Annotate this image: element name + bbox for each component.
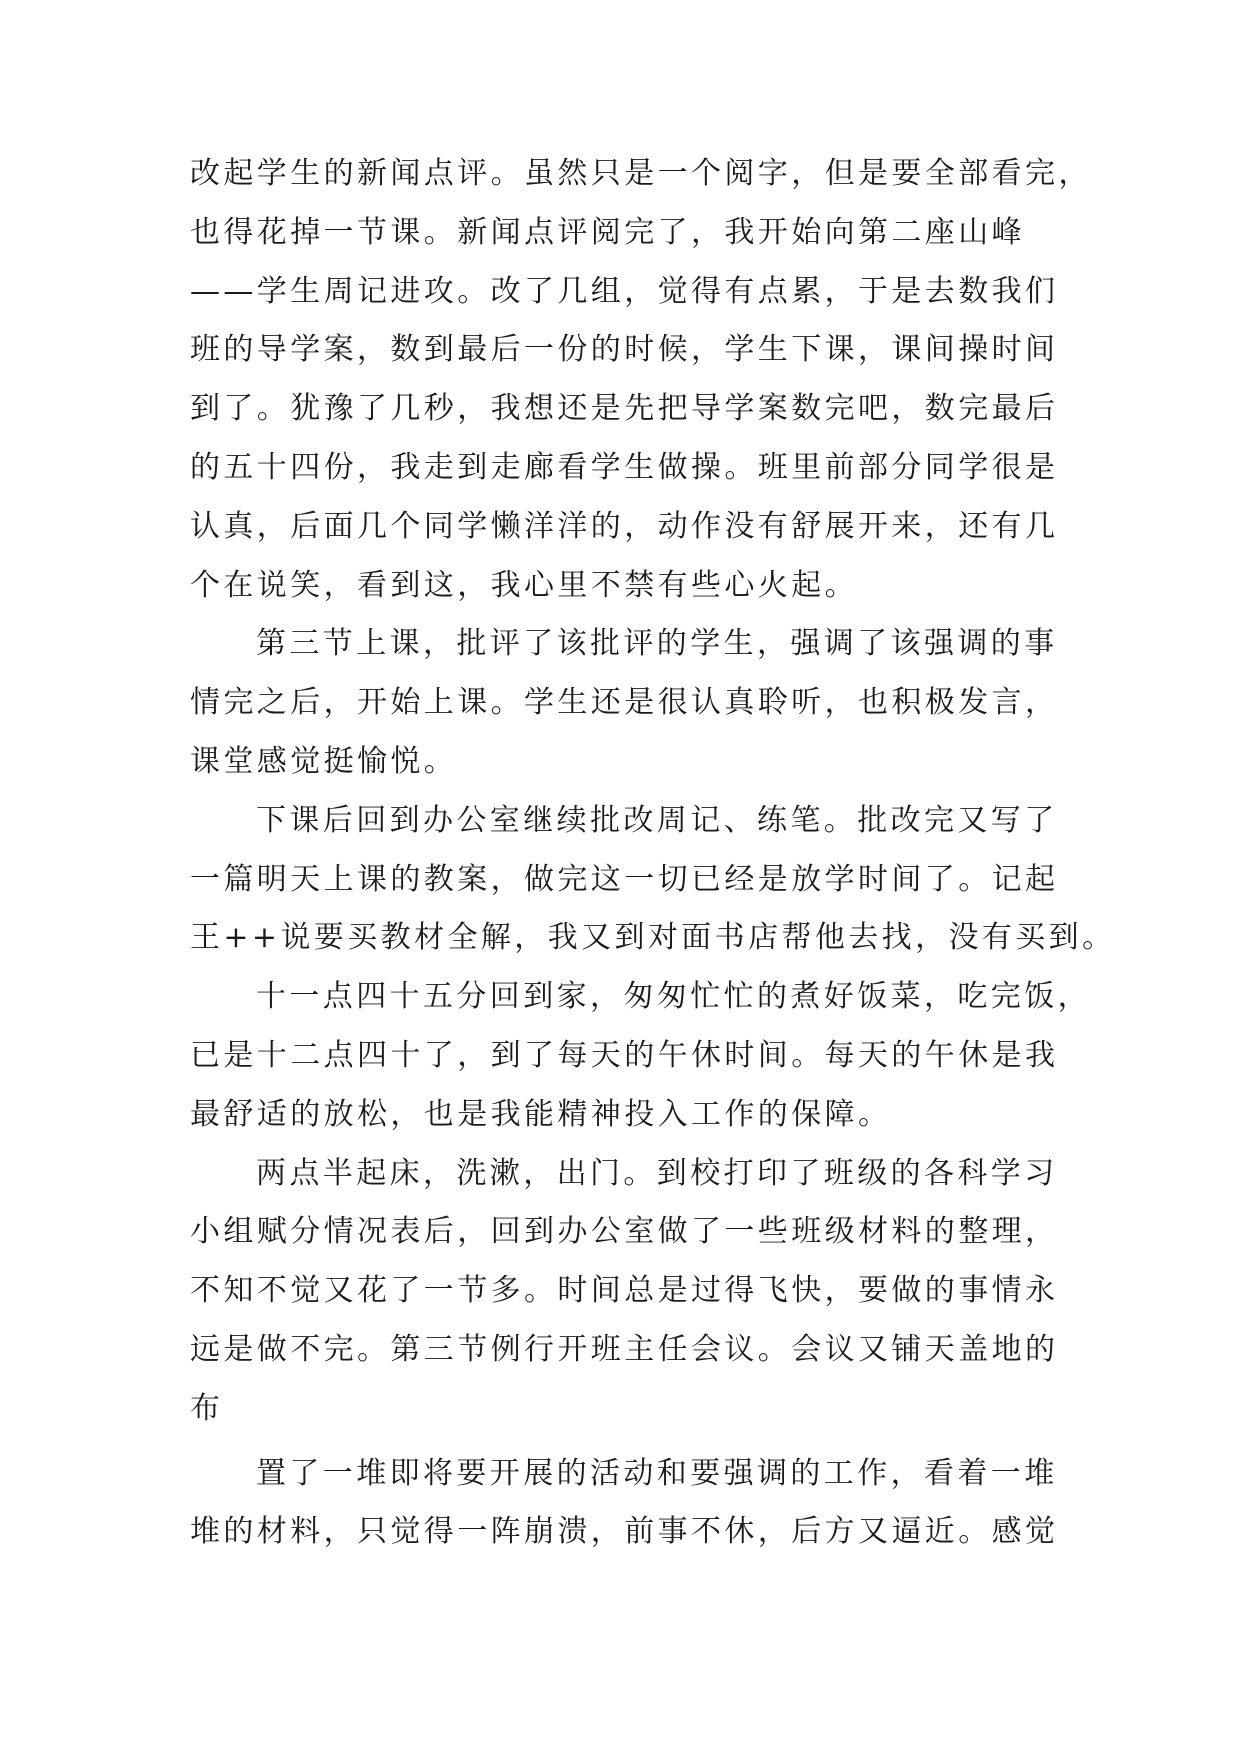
text-line: 课堂感觉挺愉悦。	[190, 743, 458, 779]
text-line: ——学生周记进攻。改了几组，觉得有点累，于是去数我们	[190, 273, 1059, 309]
text-line: 的五十四份，我走到走廊看学生做操。班里前部分同学很是	[190, 449, 1059, 485]
text-line: 改起学生的新闻点评。虽然只是一个阅字，但是要全部看完，	[190, 156, 1092, 191]
text-line: 不知不觉又花了一节多。时间总是过得飞快，要做的事情永	[190, 1273, 1059, 1309]
body-text	[190, 154, 1116, 1571]
text-line: 十一点四十五分回到家，匆匆忙忙的煮好饭菜，吃完饭，	[256, 979, 1091, 1015]
text-line: 最舒适的放松，也是我能精神投入工作的保障。	[190, 1096, 892, 1132]
text-line: 布	[190, 1390, 224, 1426]
text-line: 一篇明天上课的教案，做完这一切已经是放学时间了。记起	[190, 861, 1059, 897]
text-line: 王++说要买教材全解，我又到对面书店帮他去找，没有买到。	[190, 920, 1116, 956]
text-line: 下课后回到办公室继续批改周记、练笔。批改完又写了	[256, 802, 1058, 838]
text-line: 情完之后，开始上课。学生还是很认真聆听，也积极发言，	[190, 685, 1059, 721]
text-line: 小组赋分情况表后，回到办公室做了一些班级材料的整理，	[190, 1214, 1059, 1250]
text-line: 班的导学案，数到最后一份的时候，学生下课，课间操时间	[190, 332, 1059, 368]
text-line: 到了。犹豫了几秒，我想还是先把导学案数完吧，数完最后	[190, 391, 1059, 427]
text-line: 认真，后面几个同学懒洋洋的，动作没有舒展开来，还有几	[190, 508, 1059, 544]
text-line: 远是做不完。第三节例行开班主任会议。会议又铺天盖地的	[190, 1331, 1059, 1367]
text-line: 置了一堆即将要开展的活动和要强调的工作，看着一堆	[256, 1455, 1058, 1491]
text-line: 个在说笑，看到这，我心里不禁有些心火起。	[190, 567, 858, 603]
text-line: 第三节上课，批评了该批评的学生，强调了该强调的事	[256, 626, 1058, 662]
text-line: 两点半起床，洗漱，出门。到校打印了班级的各科学习	[256, 1155, 1058, 1191]
text-line: 也得花掉一节课。新闻点评阅完了，我开始向第二座山峰	[190, 214, 1025, 250]
text-line: 已是十二点四十了，到了每天的午休时间。每天的午休是我	[190, 1037, 1059, 1073]
text-line: 堆的材料，只觉得一阵崩溃，前事不休，后方又逼近。感觉	[190, 1514, 1059, 1550]
